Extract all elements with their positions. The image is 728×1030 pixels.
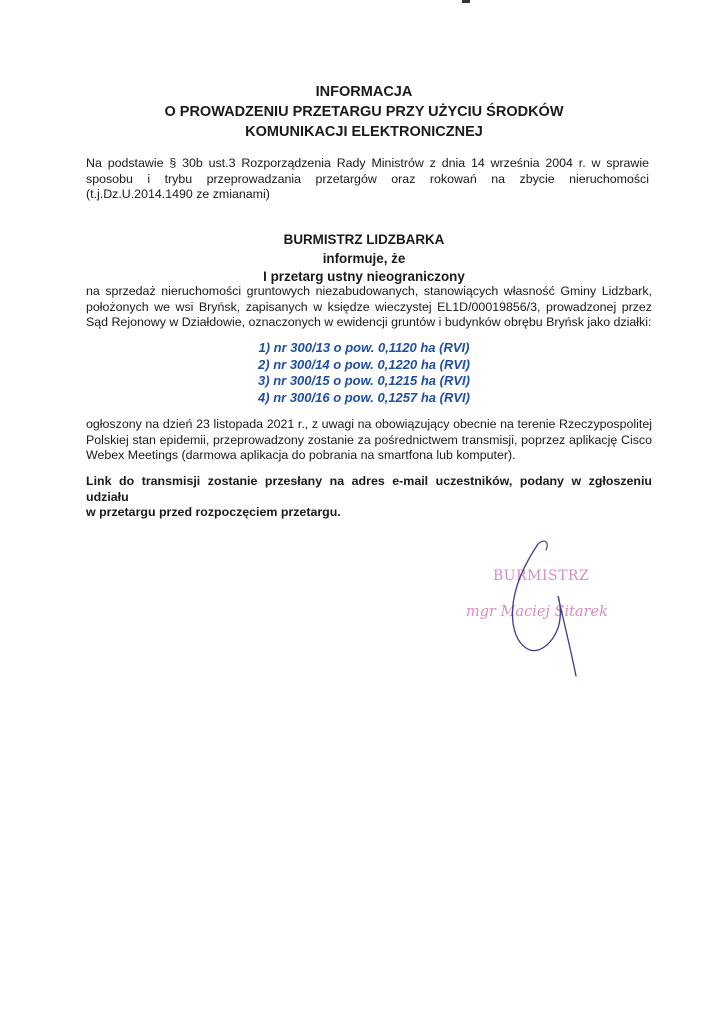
plot-item: 3) nr 300/15 o pow. 0,1215 ha (RVI) [258, 373, 470, 388]
plot-item: 4) nr 300/16 o pow. 0,1257 ha (RVI) [258, 389, 470, 405]
sale-description [86, 284, 652, 331]
title-line-2: O PROWADZENIU PRZETARGU PRZY UŻYCIU ŚRODKÓW [164, 104, 564, 120]
tender-date-line-3: Webex Meetings (darmowa aplikacja do pobrania na smartfona lub komputer). [86, 448, 516, 463]
sale-line-1: na sprzedaż nieruchomości gruntowych niezabudowanych, stanowiących własność Gminy Lidzbark, [86, 284, 652, 298]
sale-line-3: Sąd Rejonowy w Działdowie, oznaczonych w ewidencji gruntów i budynków obrębu Bryńsk jako działki: [86, 315, 652, 330]
authority-name: BURMISTRZ LIDZBARKA [283, 232, 445, 247]
tender-type: I przetarg ustny nieograniczony [263, 269, 465, 284]
legal-basis-line-2: sposobu i trybu przeprowadzania przetargów oraz rokowań na zbycie nieruchomości [86, 171, 649, 186]
handwritten-signature [500, 536, 590, 686]
link-note-paragraph [86, 474, 652, 521]
plot-item: 1) nr 300/13 o pow. 0,1120 ha (RVI) [258, 340, 470, 355]
tender-date-paragraph [86, 417, 652, 464]
title-line-1: INFORMACJA [315, 84, 413, 100]
stamp-name: mgr Maciej Sitarek [466, 604, 608, 620]
tender-date-line-2: Polskiej stan epidemii, przeprowadzony zostanie za pośrednictwem transmisji, poprzez aplikację Cisco [86, 432, 652, 447]
document-title [0, 82, 728, 142]
legal-basis-paragraph [86, 156, 649, 203]
legal-basis-line-1: Na podstawie § 30b ust.3 Rozporządzenia Rady Ministrów z dnia 14 września 2004 r. w sprawie [86, 156, 649, 170]
plot-item: 2) nr 300/14 o pow. 0,1220 ha (RVI) [258, 356, 470, 372]
scan-mark [462, 0, 470, 3]
informs-text: informuje, że [322, 250, 406, 266]
link-note-line-1: Link do transmisji zostanie przesłany na adres e-mail uczestników, podany w zgłoszeniu udziału [86, 474, 652, 504]
legal-basis-line-3: (t.j.Dz.U.2014.1490 ze zmianami) [86, 187, 270, 201]
stamp-role: BURMISTRZ [493, 568, 590, 584]
announcement-heading [0, 231, 728, 287]
tender-date-line-1: ogłoszony na dzień 23 listopada 2021 r., z uwagi na obowiązujący obecnie na terenie Rzeczypospolitej [86, 417, 652, 431]
sale-line-2: położonych we wsi Bryńsk, zapisanych w księdze wieczystej EL1D/00019856/3, prowadzonej przez [86, 299, 652, 314]
link-note-line-2: w przetargu przed rozpoczęciem przetargu. [86, 505, 341, 520]
title-line-3: KOMUNIKACJI ELEKTRONICZNEJ [245, 124, 483, 140]
plot-list [0, 340, 728, 406]
